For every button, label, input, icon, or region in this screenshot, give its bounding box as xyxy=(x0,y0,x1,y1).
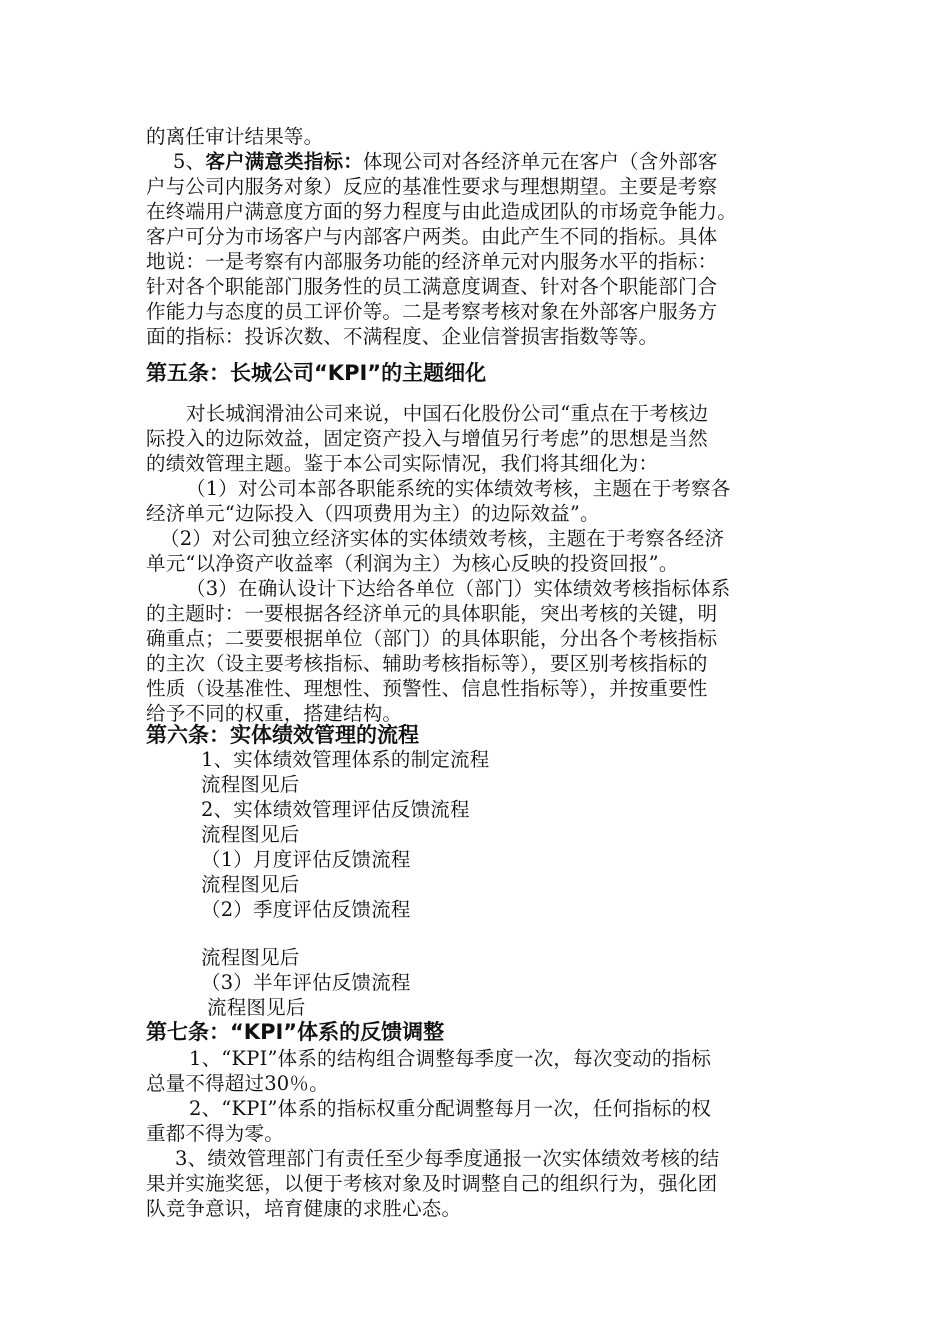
paragraph-line: 的绩效管理主题。鉴于本公司实际情况，我们将其细化为： xyxy=(146,452,659,475)
list-item: 2、实体绩效管理评估反馈流程 xyxy=(201,798,470,821)
list-item: 1、实体绩效管理体系的制定流程 xyxy=(201,748,490,771)
paragraph-line: 的离任审计结果等。 xyxy=(146,125,324,148)
paragraph-line: 地说：一是考察有内部服务功能的经济单元对内服务水平的指标： xyxy=(146,250,718,273)
paragraph-line: 户与公司内服务对象）反应的基准性要求与理想期望。主要是考察 xyxy=(146,175,718,198)
section-heading-article7: 第七条：“KPI”体系的反馈调整 xyxy=(146,1020,445,1044)
paragraph-line: 队竞争意识，培育健康的求胜心态。 xyxy=(146,1197,462,1220)
paragraph-line: 3、绩效管理部门有责任至少每季度通报一次实体绩效考核的结 xyxy=(175,1147,720,1170)
item5-first-line xyxy=(173,149,718,174)
paragraph-line: 果并实施奖惩，以便于考核对象及时调整自己的组织行为，强化团 xyxy=(146,1172,718,1195)
paragraph-line: 2、“KPI”体系的指标权重分配调整每月一次，任何指标的权 xyxy=(189,1097,712,1120)
section-heading-article5: 第五条：长城公司“KPI”的主题细化 xyxy=(146,361,487,385)
paragraph-line: 际投入的边际效益，固定资产投入与增值另行考虑”的思想是当然 xyxy=(146,427,708,450)
list-item: 流程图见后 xyxy=(201,873,300,896)
paragraph-text: 体现公司对各经济单元在客户（含外部客 xyxy=(362,150,718,173)
paragraph-line: 作能力与态度的员工评价等。二是考察考核对象在外部客户服务方 xyxy=(146,300,718,323)
paragraph-line: 对长城润滑油公司来说，中国石化股份公司“重点在于考核边 xyxy=(186,402,709,425)
paragraph-line: 的主次（设主要考核指标、辅助考核指标等），要区别考核指标的 xyxy=(146,652,708,675)
paragraph-line: 给予不同的权重，搭建结构。 xyxy=(146,702,403,725)
paragraph-line: （3）在确认设计下达给各单位（部门）实体绩效考核指标体系 xyxy=(186,577,731,600)
list-item: 流程图见后 xyxy=(207,996,306,1019)
list-item: 流程图见后 xyxy=(201,823,300,846)
list-item: （1）月度评估反馈流程 xyxy=(201,848,411,871)
paragraph-line: 重都不得为零。 xyxy=(146,1122,284,1145)
paragraph-line: 1、“KPI”体系的结构组合调整每季度一次，每次变动的指标 xyxy=(189,1047,712,1070)
paragraph-line: 客户可分为市场客户与内部客户两类。由此产生不同的指标。具体 xyxy=(146,225,718,248)
item-label: 客户满意类指标： xyxy=(205,150,363,173)
paragraph-line: 经济单元“边际投入（四项费用为主）的边际效益”。 xyxy=(146,502,600,525)
paragraph-line: 面的指标：投诉次数、不满程度、企业信誉损害指数等等。 xyxy=(146,325,659,348)
paragraph-line: （1）对公司本部各职能系统的实体绩效考核，主题在于考察各 xyxy=(186,477,731,500)
paragraph-line: 针对各个职能部门服务性的员工满意度调查、针对各个职能部门合 xyxy=(146,275,718,298)
paragraph-line: 性质（设基准性、理想性、预警性、信息性指标等），并按重要性 xyxy=(146,677,708,700)
section-heading-article6: 第六条：实体绩效管理的流程 xyxy=(146,723,419,747)
paragraph-line: 总量不得超过30％。 xyxy=(146,1072,329,1095)
list-item: 流程图见后 xyxy=(201,946,300,969)
paragraph-line: 的主题时：一要根据各经济单元的具体职能，突出考核的关键，明 xyxy=(146,602,718,625)
paragraph-line: （2）对公司独立经济实体的实体绩效考核，主题在于考察各经济 xyxy=(160,527,725,550)
list-item: （3）半年评估反馈流程 xyxy=(201,971,411,994)
item-number: 5、 xyxy=(173,150,206,173)
paragraph-line: 单元“以净资产收益率（利润为主）为核心反映的投资回报”。 xyxy=(146,552,679,575)
list-item: 流程图见后 xyxy=(201,773,300,796)
paragraph-line: 在终端用户满意度方面的努力程度与由此造成团队的市场竞争能力。 xyxy=(146,200,738,223)
list-item: （2）季度评估反馈流程 xyxy=(201,898,411,921)
paragraph-line: 确重点；二要要根据单位（部门）的具体职能，分出各个考核指标 xyxy=(146,627,718,650)
